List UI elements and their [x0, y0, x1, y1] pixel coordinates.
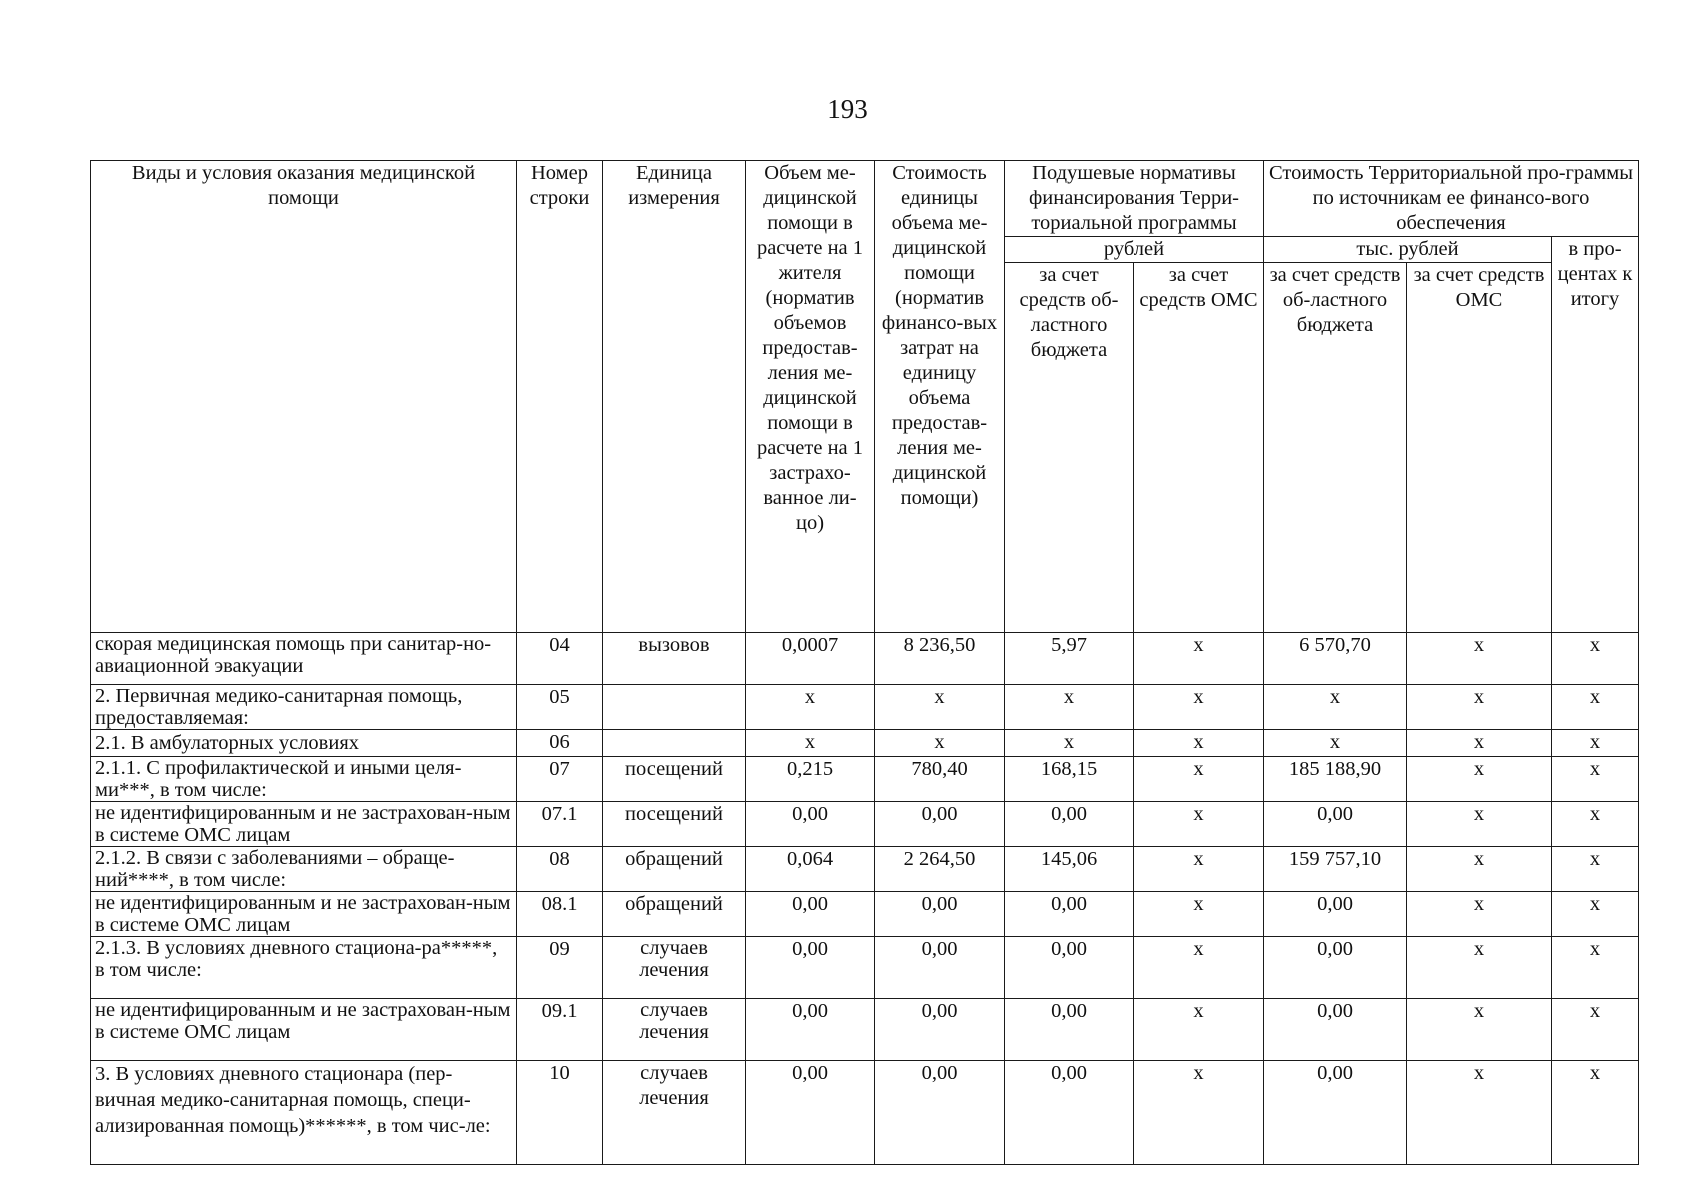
row-unit: посещений	[603, 757, 746, 802]
row-name: не идентифицированным и не застрахован-ным в системе ОМС лицам	[91, 999, 517, 1061]
row-unit: вызовов	[603, 633, 746, 685]
row-percent: х	[1552, 999, 1639, 1061]
table-row	[91, 892, 1639, 937]
header-cost-oms: за счет средств ОМС	[1407, 263, 1552, 633]
row-per-capita-budget: 145,06	[1005, 847, 1134, 892]
page-number: 193	[827, 94, 868, 124]
row-per-capita-oms: х	[1134, 999, 1264, 1061]
row-name: скорая медицинская помощь при санитар-но-авиационной эвакуации	[91, 633, 517, 685]
row-unit-cost: 8 236,50	[875, 633, 1005, 685]
row-name: 2.1.1. С профилактической и иными целя-ми***, в том числе:	[91, 757, 517, 802]
row-per-capita-oms: х	[1134, 1061, 1264, 1165]
row-unit: посещений	[603, 802, 746, 847]
row-cost-budget: 0,00	[1264, 999, 1407, 1061]
row-per-capita-budget: 0,00	[1005, 1061, 1134, 1165]
financing-table	[90, 160, 1639, 1165]
row-number: 07.1	[517, 802, 603, 847]
row-number: 10	[517, 1061, 603, 1165]
header-unit-rubles: рублей	[1005, 237, 1264, 263]
row-unit	[603, 730, 746, 757]
table-row	[91, 802, 1639, 847]
row-per-capita-budget: 0,00	[1005, 802, 1134, 847]
row-number: 05	[517, 685, 603, 730]
row-name: 2. Первичная медико-санитарная помощь, предоставляемая:	[91, 685, 517, 730]
header-program-cost-group: Стоимость Территориальной про-граммы по источникам ее финансо-вого обеспечения	[1264, 161, 1639, 237]
row-per-capita-budget: 0,00	[1005, 937, 1134, 999]
row-per-capita-budget: 168,15	[1005, 757, 1134, 802]
table-row	[91, 685, 1639, 730]
row-cost-oms: х	[1407, 847, 1552, 892]
header-volume: Объем ме-дицинской помощи в расчете на 1 жителя (норматив объемов предостав-ления ме-дицинской помощи в расчете на 1 застрахо-ванное ли-цо)	[746, 161, 875, 633]
row-percent: х	[1552, 633, 1639, 685]
row-volume: 0,0007	[746, 633, 875, 685]
row-name: 2.1. В амбулаторных условиях	[91, 730, 517, 757]
header-type-of-care: Виды и условия оказания медицинской помощи	[91, 161, 517, 633]
row-volume: х	[746, 730, 875, 757]
row-volume: 0,00	[746, 802, 875, 847]
row-cost-oms: х	[1407, 633, 1552, 685]
row-per-capita-budget: х	[1005, 685, 1134, 730]
row-per-capita-budget: х	[1005, 730, 1134, 757]
table-row	[91, 757, 1639, 802]
row-volume: 0,215	[746, 757, 875, 802]
row-per-capita-oms: х	[1134, 847, 1264, 892]
row-name: 2.1.3. В условиях дневного стациона-ра*****, в том числе:	[91, 937, 517, 999]
row-cost-budget: х	[1264, 685, 1407, 730]
row-cost-budget: х	[1264, 730, 1407, 757]
row-number: 08	[517, 847, 603, 892]
row-cost-budget: 159 757,10	[1264, 847, 1407, 892]
row-unit-cost: х	[875, 685, 1005, 730]
row-cost-budget: 0,00	[1264, 1061, 1407, 1165]
row-unit-cost: 0,00	[875, 999, 1005, 1061]
row-cost-oms: х	[1407, 685, 1552, 730]
row-number: 08.1	[517, 892, 603, 937]
row-volume: х	[746, 685, 875, 730]
row-number: 06	[517, 730, 603, 757]
row-volume: 0,00	[746, 1061, 875, 1165]
row-unit-cost: 0,00	[875, 1061, 1005, 1165]
row-cost-oms: х	[1407, 937, 1552, 999]
row-number: 04	[517, 633, 603, 685]
row-per-capita-budget: 0,00	[1005, 892, 1134, 937]
row-volume: 0,064	[746, 847, 875, 892]
row-per-capita-budget: 5,97	[1005, 633, 1134, 685]
row-unit: обращений	[603, 892, 746, 937]
row-number: 07	[517, 757, 603, 802]
row-per-capita-oms: х	[1134, 802, 1264, 847]
row-cost-oms: х	[1407, 802, 1552, 847]
row-unit: случаев лечения	[603, 937, 746, 999]
row-cost-oms: х	[1407, 757, 1552, 802]
table-row	[91, 937, 1639, 999]
row-cost-oms: х	[1407, 730, 1552, 757]
table-row	[91, 999, 1639, 1061]
header-unit-thousand-rubles: тыс. рублей	[1264, 237, 1552, 263]
row-volume: 0,00	[746, 999, 875, 1061]
row-percent: х	[1552, 937, 1639, 999]
header-percent-of-total: в про-центах к итогу	[1552, 237, 1639, 633]
row-number: 09.1	[517, 999, 603, 1061]
row-unit	[603, 685, 746, 730]
row-unit-cost: 0,00	[875, 937, 1005, 999]
row-cost-oms: х	[1407, 999, 1552, 1061]
row-cost-budget: 0,00	[1264, 892, 1407, 937]
row-name: 2.1.2. В связи с заболеваниями – обраще-ний****, в том числе:	[91, 847, 517, 892]
row-cost-budget: 6 570,70	[1264, 633, 1407, 685]
row-name: 3. В условиях дневного стационара (пер-вичная медико-санитарная помощь, специ-ализированная помощь)******, в том чис-ле:	[91, 1061, 517, 1165]
row-cost-oms: х	[1407, 1061, 1552, 1165]
header-cost-regional-budget: за счет средств об-ластного бюджета	[1264, 263, 1407, 633]
row-cost-oms: х	[1407, 892, 1552, 937]
row-unit-cost: 0,00	[875, 802, 1005, 847]
row-percent: х	[1552, 892, 1639, 937]
row-name: не идентифицированным и не застрахован-ным в системе ОМС лицам	[91, 892, 517, 937]
row-cost-budget: 0,00	[1264, 937, 1407, 999]
header-per-capita-group: Подушевые нормативы финансирования Терри-ториальной программы	[1005, 161, 1264, 237]
row-unit: обращений	[603, 847, 746, 892]
row-per-capita-oms: х	[1134, 757, 1264, 802]
row-unit: случаев лечения	[603, 999, 746, 1061]
row-volume: 0,00	[746, 937, 875, 999]
header-per-capita-oms: за счет средств ОМС	[1134, 263, 1264, 633]
row-unit-cost: х	[875, 730, 1005, 757]
table-row	[91, 730, 1639, 757]
row-unit-cost: 0,00	[875, 892, 1005, 937]
row-per-capita-budget: 0,00	[1005, 999, 1134, 1061]
header-row-number: Номер строки	[517, 161, 603, 633]
table-row	[91, 847, 1639, 892]
row-percent: х	[1552, 730, 1639, 757]
row-percent: х	[1552, 847, 1639, 892]
row-percent: х	[1552, 685, 1639, 730]
row-unit-cost: 780,40	[875, 757, 1005, 802]
row-volume: 0,00	[746, 892, 875, 937]
row-per-capita-oms: х	[1134, 937, 1264, 999]
row-per-capita-oms: х	[1134, 892, 1264, 937]
row-unit: случаев лечения	[603, 1061, 746, 1165]
row-percent: х	[1552, 757, 1639, 802]
row-per-capita-oms: х	[1134, 730, 1264, 757]
row-name: не идентифицированным и не застрахован-ным в системе ОМС лицам	[91, 802, 517, 847]
row-per-capita-oms: х	[1134, 685, 1264, 730]
row-number: 09	[517, 937, 603, 999]
header-unit: Единица измерения	[603, 161, 746, 633]
header-per-capita-regional-budget: за счет средств об-ластного бюджета	[1005, 263, 1134, 633]
header-unit-cost: Стоимость единицы объема ме-дицинской помощи (норматив финансо-вых затрат на единицу объема предостав-ления ме-дицинской помощи)	[875, 161, 1005, 633]
row-cost-budget: 185 188,90	[1264, 757, 1407, 802]
row-cost-budget: 0,00	[1264, 802, 1407, 847]
table-row	[91, 633, 1639, 685]
table-row	[91, 1061, 1639, 1165]
row-unit-cost: 2 264,50	[875, 847, 1005, 892]
row-per-capita-oms: х	[1134, 633, 1264, 685]
row-percent: х	[1552, 802, 1639, 847]
row-percent: х	[1552, 1061, 1639, 1165]
